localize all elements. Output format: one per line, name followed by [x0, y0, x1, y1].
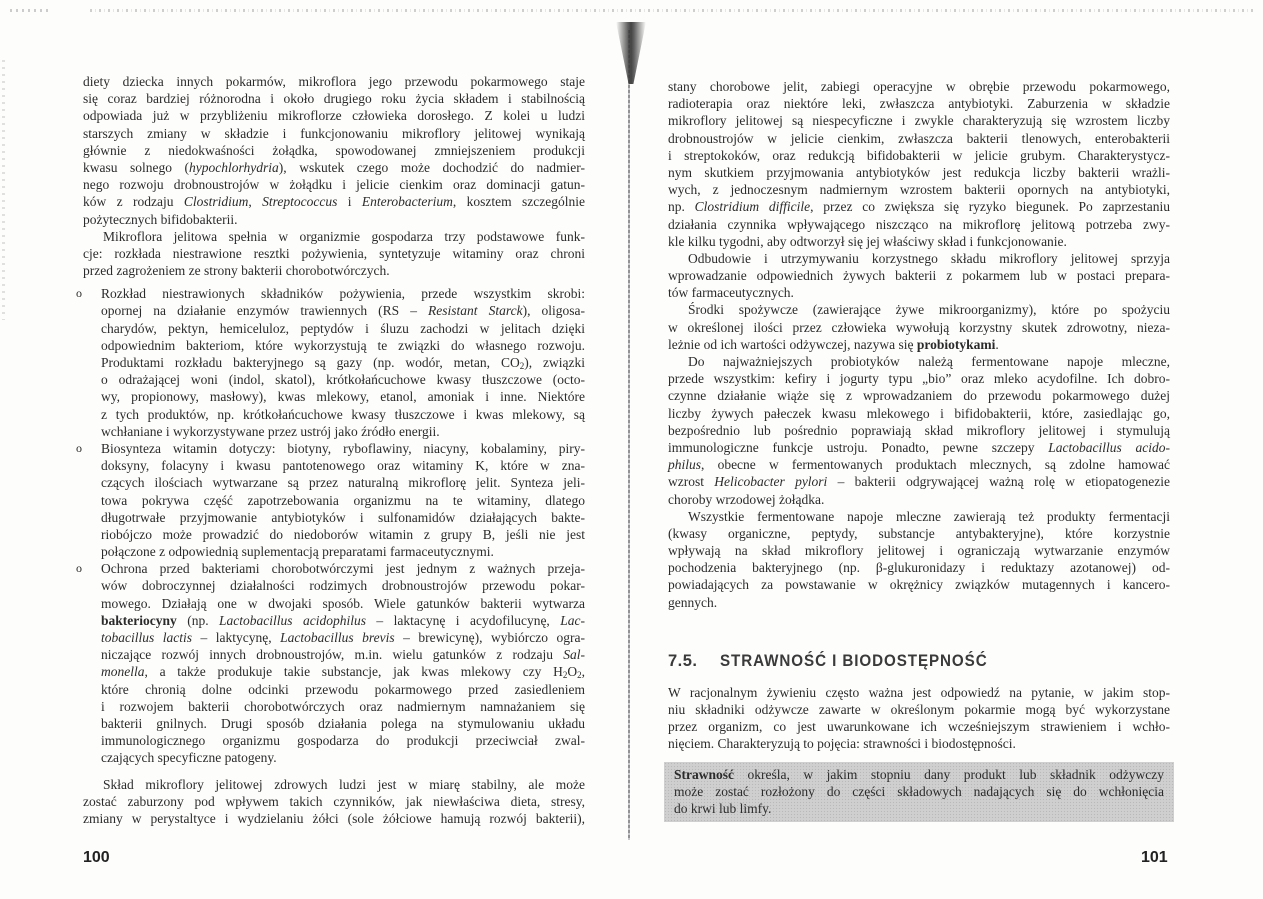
scan-left-edge	[2, 60, 5, 320]
text-line: Wszystkie fermentowane napoje mleczne zawierają też produkty fermentacji	[688, 508, 1170, 524]
text-line: Odbudowie i utrzymywaniu korzystnego składu mikroflory jelitowej sprzyja	[688, 250, 1170, 266]
bold-term: bakteriocyny	[101, 612, 177, 628]
text-run: , przez co zwiększa się ryzyko biegunek. Po zaprzestaniu	[810, 199, 1170, 215]
italic-term: hypochlorhydria	[189, 159, 279, 175]
text-line: mikroflory jelitowej są niespecyficzne i zwykle charakteryzują się wzrostem liczby	[668, 113, 1170, 129]
paragraph	[668, 78, 1170, 250]
text-line: w określonej ilości przez człowieka wywołują korzystny skutek zdrowotny, nieza-	[668, 319, 1170, 335]
section-heading	[668, 650, 1170, 674]
text-line: zostać zaburzony pod wpływem takich czynników, jak niewłaściwa dieta, stresy,	[83, 793, 585, 809]
text-line: charydów, pektyn, hemiceluloz, peptydów i śluzu zachodzi w jelitach dzięki	[101, 320, 585, 336]
subscript: 2	[562, 670, 568, 681]
text-line: mowego. Działają one w dwojaki sposób. Wiele gatunków bakterii wytwarza	[101, 595, 585, 611]
text-line: nięciem. Charakteryzują to pojęcia: strawności i biodostępności.	[668, 736, 1016, 752]
text-line: niu składniki odżywcze zawarte w określonym pokarmie mogą być wykorzystane	[668, 702, 1170, 717]
gutter-shadow	[616, 22, 646, 84]
text-line: do krwi lub limfy.	[674, 800, 772, 816]
section-number: 7.5.	[668, 652, 698, 671]
definition-box	[664, 762, 1174, 823]
bullet-item	[76, 285, 585, 440]
section-title: STRAWNOŚĆ I BIODOSTĘPNOŚĆ	[720, 652, 988, 671]
text-line	[83, 193, 585, 210]
text-run: , a także produkuje takie substancje, jak kwas mlekowy czy H	[144, 664, 563, 680]
text-line: Skład mikroflory jelitowej zdrowych ludzi jest w miarę stabilny, ale może	[103, 776, 585, 792]
text-line: wów dobroczynnej działalności rodzimych drobnoustrojów przewodu pokar-	[101, 578, 585, 594]
text-run: (np.	[176, 612, 220, 628]
text-run: – bakterii odgrywającej ważną rolę w etiopatogenezie	[827, 474, 1170, 490]
text-run: O	[567, 664, 578, 680]
italic-term: Streptococcus	[262, 194, 338, 210]
text-line: towa pokrywa część zapotrzebowania organizmu na te witaminy, dlatego	[101, 492, 585, 508]
bullet-marker: o	[76, 561, 82, 576]
text-line	[668, 439, 1170, 456]
bullet-item	[76, 560, 586, 766]
page-number-left: 100	[83, 849, 110, 866]
text-line: W racjonalnym żywieniu często ważna jest odpowiedź na pytanie, w jakim stop-	[668, 684, 1170, 700]
paragraph	[668, 508, 1170, 611]
paragraph	[668, 353, 1170, 508]
bold-term: probiotykami	[916, 336, 996, 352]
page-number-right: 101	[1141, 849, 1168, 866]
scan-edge-mark	[10, 9, 50, 12]
text-line: wych, z jednoczesnym nadmiernym wzrostem bakterii opornych na antybiotyki,	[668, 182, 1170, 198]
text-line: zmiany w perystaltyce i wydzielaniu żółci (sole żółciowe hamują rozwój bakterii),	[83, 810, 585, 826]
text-line: (kwasy organiczne, peptydy, substancje antybakteryjne), które korzystnie	[668, 525, 1170, 541]
italic-term: Sal-	[563, 647, 585, 663]
text-line	[668, 456, 1170, 473]
text-run: określa, w jakim stopniu dany produkt lub składnik odżywczy	[734, 766, 1164, 782]
text-line: może zostać rozłożony do części składowych nadających się do wchłonięcia	[674, 783, 1164, 799]
text-line	[101, 629, 585, 646]
paragraph	[83, 228, 585, 280]
text-line: bakterii gnilnych. Drugi sposób działania polega na stymulowaniu układu	[101, 715, 585, 731]
text-run: ,	[248, 194, 263, 210]
italic-term: Enterobacterium	[361, 194, 453, 210]
italic-term: tobacillus lactis	[101, 630, 193, 645]
text-line: które chronią dolne odcinki przewodu pokarmowego przed zasiedleniem	[101, 681, 585, 697]
text-line: wy, propionowy, masłowy), kwas mlekowy, etanol, amoniak i inne. Niektóre	[101, 389, 585, 405]
text-line: pożytecznych bifidobakterii.	[83, 211, 238, 227]
text-line: przede wszystkim: kefiry i jogurty typu „bio” oraz mleko acydofilne. Ich dobro-	[668, 371, 1170, 387]
italic-term: Lac-	[560, 612, 586, 628]
text-run: ków z rodzaju	[83, 194, 184, 210]
text-line: nym skutkiem przyjmowania antybiotyków jest redukcja liczby bakterii wrażli-	[668, 164, 1170, 180]
text-line: stany chorobowe jelit, zabiegi operacyjne w obrębie przewodu pokarmowego,	[668, 79, 1170, 94]
subscript: 2	[577, 670, 582, 681]
text-line: się coraz bardziej różnorodna i około drugiego roku życia składem i stabilnością	[83, 91, 585, 107]
paragraph	[83, 776, 585, 828]
italic-term: Lactobacillus acidophilus	[219, 612, 366, 628]
text-line: liczby żywych pałeczek kwasu mlekowego i bifidobakterii, które, zasiedlając go,	[668, 405, 1170, 421]
text-line: powiadających za powstawanie w okrężnicy związków mutagennych i kancero-	[668, 577, 1170, 593]
text-line	[101, 663, 585, 680]
left-page-text	[76, 73, 586, 827]
text-line: głównie z niedokwaśności żołądka, spowodowanej zmniejszeniem produkcji	[83, 142, 585, 158]
text-line: drobnoustrojów w jelicie cienkim, zwłaszcza bakterii tlenowych, enterobakterii	[668, 130, 1170, 146]
text-line: przez organizm, co jest uwarunkowane ich wcześniejszym strawieniem i wchło-	[668, 719, 1170, 735]
text-run: immunologiczne funkcje ustroju. Ponadto, pewne szczepy	[668, 439, 1049, 455]
text-line: riobójczo może prowadzić do niedoborów witamin z grupy B, jeśli nie jest	[101, 526, 585, 542]
text-line	[668, 473, 1170, 490]
text-line: i streptokoków, oraz redukcją bifidobakterii w jelicie grubym. Charakterystycz-	[668, 147, 1170, 163]
text-line: tów farmaceutycznych.	[668, 285, 794, 301]
text-line: doksyny, folacyny i kwasu pantotenowego oraz witaminy K, które w zna-	[101, 458, 585, 474]
bullet-item	[76, 440, 585, 560]
italic-term: Lactobacillus acido-	[1048, 439, 1170, 455]
italic-term: Clostridium	[183, 194, 249, 210]
text-line: czących ilościach wytwarzane są przez naturalną mikroflorę jelit. Synteza jeli-	[101, 475, 585, 491]
text-run: Produktami rozkładu bakteryjnego są gazy (np. wodór, metan, CO	[101, 355, 520, 370]
text-line: immunologicznego organizmu gospodarza do produkcji przeciwciał zwal-	[101, 733, 585, 749]
text-line: kle kilku tygodni, aby odtworzył się jej właściwy skład i funkcjonowanie.	[668, 233, 1067, 249]
italic-term: Resistant Starck	[428, 303, 523, 319]
paragraph	[83, 73, 585, 228]
text-line: z tych produktów, np. krótkołańcuchowe kwasy tłuszczowe i kwas mlekowy, są	[101, 406, 585, 422]
text-run: ), związki	[524, 355, 585, 370]
italic-term: Clostridium difficile	[694, 199, 811, 215]
text-line: pochodzenia bakteryjnego (np. β-glukuronidazy i reduktazy azotanowej) od-	[668, 560, 1170, 576]
text-line: połączone z odpowiednią suplementacją preparatami farmaceutycznymi.	[101, 544, 494, 560]
text-line: starszych zmiany w składzie i funkcjonowaniu mikroflory jelitowej wynikają	[83, 125, 585, 141]
scan-top-edge	[90, 9, 1253, 12]
italic-term: Lactobacillus brevis	[280, 630, 395, 645]
italic-term: monella	[101, 664, 145, 680]
bullet-marker: o	[76, 440, 82, 455]
bullet-marker: o	[76, 286, 82, 301]
text-line: czynne działanie wiąże się z wprowadzaniem do przewodu pokarmowego dużej	[668, 388, 1170, 404]
text-line: cje: rozkłada niestrawione resztki pożywienia, syntetyzuje witaminy oraz chroni	[83, 245, 585, 261]
text-run: – laktycynę,	[192, 630, 281, 645]
text-line: i rozwojem bakterii chorobotwórczych oraz nadmiernym namnażaniem się	[101, 698, 585, 714]
text-line	[83, 159, 585, 176]
text-line	[101, 354, 585, 371]
italic-term: Helicobacter pylori	[714, 474, 828, 490]
text-line: czających specyficzne patogeny.	[101, 750, 277, 766]
text-line: wpływają na skład mikroflory jelitowej i ograniczają wytwarzanie enzymów	[668, 543, 1170, 559]
text-line: odpowiednim bakteriom, które wykorzystują te związki do własnego rozwoju.	[101, 337, 585, 353]
text-run: wzrost	[668, 474, 715, 490]
subscript: 2	[519, 361, 525, 371]
text-line: Mikroflora jelitowa spełnia w organizmie gospodarza trzy podstawowe funk-	[103, 228, 585, 244]
text-run: .	[995, 336, 999, 352]
text-line	[101, 612, 585, 629]
italic-term: philus	[668, 457, 702, 473]
text-run: i	[337, 194, 362, 210]
book-gutter	[628, 30, 630, 840]
text-line	[668, 336, 1170, 353]
paragraph	[668, 250, 1170, 302]
text-run: kwasu solnego (	[83, 159, 190, 175]
text-line: choroby wrzodowej żołądka.	[668, 491, 825, 507]
text-run: , obecne w fermentowanych produktach mlecznych, są zdolne hamować	[701, 457, 1170, 473]
text-line: Środki spożywcze (zawierające żywe mikroorganizmy), które po spożyciu	[688, 302, 1170, 318]
text-run: – brewicynę), wybiórczo ogra-	[394, 630, 585, 645]
text-line: działania czynnika wpływającego niszcząco na mikroflorę jelitową potrzeba zwy-	[668, 216, 1170, 232]
text-run: niczające rozwój innych drobnoustrojów, m.in. wielu gatunków z rodzaju	[101, 647, 564, 663]
text-line: Biosynteza witamin dotyczy: biotyny, ryboflawiny, niacyny, kobalaminy, piry-	[101, 440, 585, 456]
text-line: przed zagrożeniem ze strony bakterii chorobotwórczych.	[83, 263, 390, 279]
text-line: gennych.	[668, 594, 718, 610]
text-line	[101, 302, 585, 319]
text-line: Rozkład niestrawionych składników pożywienia, przede wszystkim skrobi:	[101, 286, 585, 302]
text-line: wchłaniane i wykorzystywane przez ustrój jako źródło energii.	[101, 423, 440, 439]
text-line: odpowiada już w przybliżeniu mikroflorze człowieka dorosłego. Z kolei u ludzi	[83, 108, 585, 124]
text-run: ), wskutek czego może dochodzić do nadmier-	[278, 159, 585, 175]
text-line: diety dziecka innych pokarmów, mikroflora jego przewodu pokarmowego staje	[83, 74, 585, 89]
text-run: ), oligosa-	[522, 303, 585, 319]
text-run: leżnie od ich wartości odżywczej, nazywa się	[668, 336, 917, 352]
text-run: – laktacynę i acydofilucynę,	[365, 612, 561, 628]
text-run: np.	[668, 199, 695, 215]
bold-term: Strawność	[674, 766, 734, 782]
text-line: długotrwałe przyjmowanie antybiotyków i sulfonamidów działających bakte-	[101, 509, 585, 525]
text-line	[674, 766, 1164, 783]
text-line: wprowadzanie odpowiednich żywych bakterii z pokarmem lub w postaci prepara-	[668, 268, 1170, 284]
text-line: radioterapia oraz niektóre leki, zwłaszcza antybiotyki. Zaburzenia w składzie	[668, 96, 1170, 112]
text-run: opornej na działanie enzymów trawiennych (RS –	[101, 303, 429, 319]
text-line: Do najważniejszych probiotyków należą fermentowane napoje mleczne,	[688, 354, 1170, 369]
text-line: bezpośrednio lub pośrednio poprawiają skład mikroflory jelitowej i stymulują	[668, 422, 1170, 438]
paragraph	[668, 301, 1170, 353]
text-line: nego rozwoju drobnoustrojów w żołądku i jelicie cienkim oraz dominacji gatun-	[83, 177, 585, 193]
text-run: ,	[581, 664, 585, 680]
paragraph	[668, 684, 1170, 753]
right-page-text	[668, 78, 1170, 822]
text-line	[668, 198, 1170, 215]
text-run: , kosztem szczególnie	[452, 194, 585, 210]
text-line: o odrażającej woni (indol, skatol), krótkołańcuchowe kwasy tłuszczowe (octo-	[101, 372, 585, 388]
text-line	[101, 646, 585, 663]
text-line: Ochrona przed bakteriami chorobotwórczymi jest jednym z ważnych przeja-	[101, 561, 585, 577]
